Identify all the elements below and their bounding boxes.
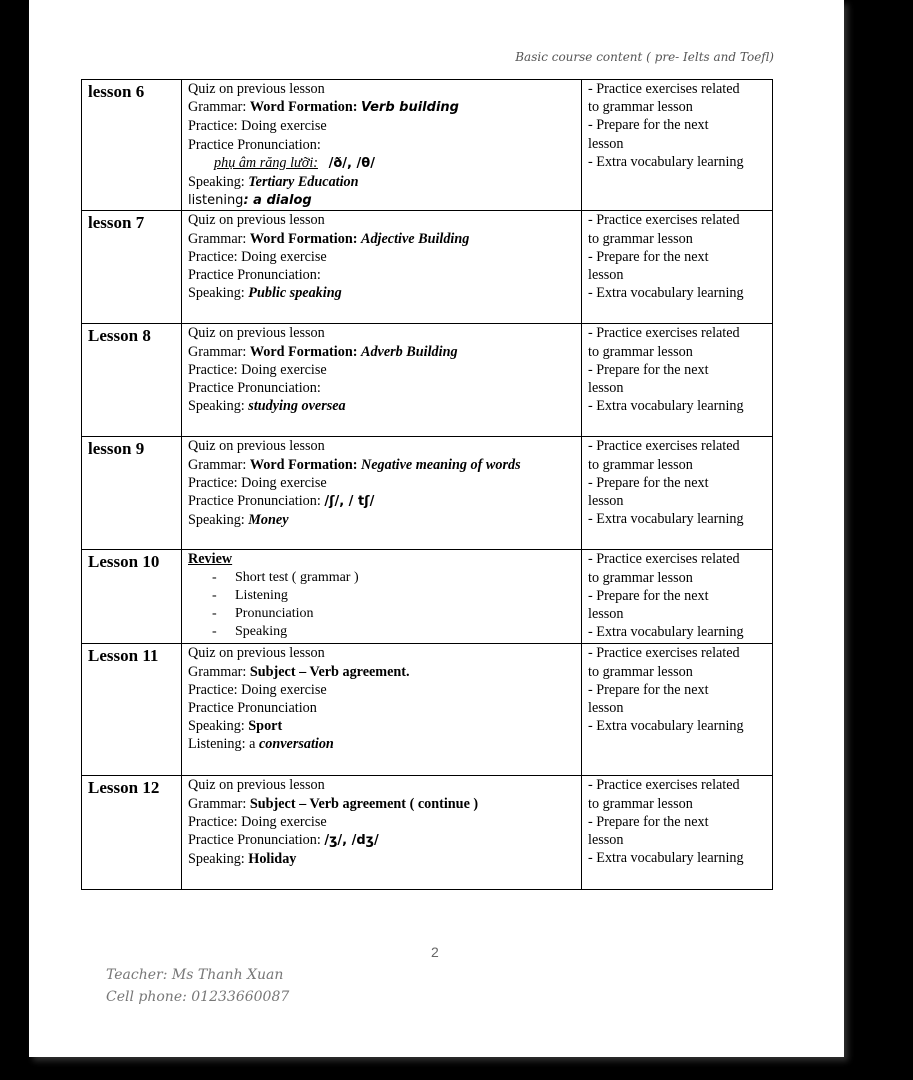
grammar-line: Grammar: Word Formation: Adjective Building bbox=[188, 230, 470, 247]
grammar-line: Grammar: Subject – Verb agreement ( continue ) bbox=[188, 795, 479, 812]
lesson-name: Lesson 11 bbox=[88, 646, 159, 666]
homework-line: lesson bbox=[588, 493, 624, 510]
practice-line: Practice: Doing exercise bbox=[188, 248, 327, 265]
practice-line: Practice: Doing exercise bbox=[188, 118, 327, 135]
lesson-name: lesson 7 bbox=[88, 213, 145, 233]
review-heading: Review bbox=[188, 551, 233, 568]
homework-line: to grammar lesson bbox=[588, 569, 693, 586]
homework-line: lesson bbox=[588, 700, 624, 717]
homework-cell bbox=[582, 644, 773, 776]
homework-cell bbox=[582, 550, 773, 644]
speaking-line: Speaking: studying oversea bbox=[188, 398, 346, 415]
homework-line: - Practice exercises related bbox=[588, 325, 740, 342]
list-item: - Short test ( grammar ) bbox=[212, 569, 359, 585]
homework-line: to grammar lesson bbox=[588, 99, 693, 116]
lesson-name-cell bbox=[82, 80, 182, 211]
table-row bbox=[82, 324, 773, 437]
footer-phone: Cell phone: 01233660087 bbox=[106, 989, 290, 1005]
homework-cell bbox=[582, 80, 773, 211]
homework-line: to grammar lesson bbox=[588, 230, 693, 247]
homework-line: lesson bbox=[588, 135, 624, 152]
lesson-content-cell bbox=[182, 776, 582, 890]
grammar-line: Grammar: Word Formation: Adverb Building bbox=[188, 343, 458, 360]
document-page bbox=[29, 0, 844, 1057]
quiz-line: Quiz on previous lesson bbox=[188, 212, 325, 229]
lesson-name-cell bbox=[82, 437, 182, 550]
homework-line: - Extra vocabulary learning bbox=[588, 398, 744, 415]
review-list bbox=[188, 569, 577, 641]
homework-line: - Prepare for the next bbox=[588, 361, 709, 378]
grammar-line: Grammar: Subject – Verb agreement. bbox=[188, 663, 410, 680]
homework-line: - Extra vocabulary learning bbox=[588, 850, 744, 867]
quiz-line: Quiz on previous lesson bbox=[188, 645, 325, 662]
pronunciation-line: Practice Pronunciation: bbox=[188, 380, 321, 397]
speaking-line: Speaking: Holiday bbox=[188, 851, 297, 868]
page-footer bbox=[106, 964, 289, 1008]
homework-cell bbox=[582, 776, 773, 890]
lesson-name: Lesson 8 bbox=[88, 326, 151, 346]
homework-line: - Practice exercises related bbox=[588, 777, 740, 794]
homework-line: - Practice exercises related bbox=[588, 551, 740, 568]
homework-line: - Practice exercises related bbox=[588, 212, 740, 229]
list-item: - Listening bbox=[212, 587, 288, 603]
homework-line: - Prepare for the next bbox=[588, 681, 709, 698]
page-header: Basic course content ( pre- Ielts and Toefl) bbox=[515, 50, 774, 64]
lesson-table bbox=[81, 79, 773, 890]
lesson-name-cell bbox=[82, 776, 182, 890]
homework-line: - Practice exercises related bbox=[588, 81, 740, 97]
homework-line: - Extra vocabulary learning bbox=[588, 624, 744, 641]
lesson-name: lesson 9 bbox=[88, 439, 145, 459]
homework-cell bbox=[582, 324, 773, 437]
table-row bbox=[82, 644, 773, 776]
quiz-line: Quiz on previous lesson bbox=[188, 777, 325, 794]
pronunciation-line: Practice Pronunciation bbox=[188, 700, 317, 717]
list-item: - Pronunciation bbox=[212, 605, 314, 621]
lesson-content-cell bbox=[182, 437, 582, 550]
homework-line: - Extra vocabulary learning bbox=[588, 718, 744, 735]
footer-teacher: Teacher: Ms Thanh Xuan bbox=[106, 967, 284, 983]
homework-line: - Extra vocabulary learning bbox=[588, 285, 744, 302]
homework-line: - Prepare for the next bbox=[588, 813, 709, 830]
lesson-content-cell bbox=[182, 644, 582, 776]
speaking-line: Speaking: Tertiary Education bbox=[188, 174, 359, 191]
lesson-name-cell bbox=[82, 211, 182, 324]
practice-line: Practice: Doing exercise bbox=[188, 681, 327, 698]
lesson-content-cell bbox=[182, 80, 582, 211]
homework-cell bbox=[582, 211, 773, 324]
grammar-line: Grammar: Word Formation: Verb building bbox=[188, 99, 459, 116]
lesson-name: Lesson 10 bbox=[88, 552, 160, 572]
listening-line: Listening: a conversation bbox=[188, 736, 334, 753]
lesson-name: Lesson 12 bbox=[88, 778, 160, 798]
table-row bbox=[82, 550, 773, 644]
pronunciation-line: Practice Pronunciation: /ʃ/, / tʃ/ bbox=[188, 493, 375, 510]
speaking-line: Speaking: Sport bbox=[188, 718, 283, 735]
table-row bbox=[82, 211, 773, 324]
homework-line: - Practice exercises related bbox=[588, 645, 740, 662]
pronunciation-line: Practice Pronunciation: /ʒ/, /dʒ/ bbox=[188, 832, 379, 849]
quiz-line: Quiz on previous lesson bbox=[188, 325, 325, 342]
homework-cell bbox=[582, 437, 773, 550]
table-row bbox=[82, 776, 773, 890]
homework-line: lesson bbox=[588, 606, 624, 623]
homework-line: - Extra vocabulary learning bbox=[588, 511, 744, 528]
lesson-content-cell bbox=[182, 550, 582, 644]
lesson-name-cell bbox=[82, 644, 182, 776]
practice-line: Practice: Doing exercise bbox=[188, 361, 327, 378]
homework-line: to grammar lesson bbox=[588, 795, 693, 812]
lesson-name-cell bbox=[82, 550, 182, 644]
lesson-name: lesson 6 bbox=[88, 82, 145, 101]
list-item: - Speaking bbox=[212, 623, 288, 639]
lesson-name-cell bbox=[82, 324, 182, 437]
quiz-line: Quiz on previous lesson bbox=[188, 81, 325, 97]
grammar-line: Grammar: Word Formation: Negative meaning of words bbox=[188, 456, 521, 473]
homework-line: to grammar lesson bbox=[588, 456, 693, 473]
homework-line: to grammar lesson bbox=[588, 663, 693, 680]
homework-line: - Extra vocabulary learning bbox=[588, 153, 744, 170]
homework-line: - Practice exercises related bbox=[588, 438, 740, 455]
table-row bbox=[82, 437, 773, 550]
page-number: 2 bbox=[431, 944, 439, 960]
speaking-line: Speaking: Public speaking bbox=[188, 285, 342, 302]
pronunciation-line: Practice Pronunciation: bbox=[188, 136, 321, 153]
lesson-content-cell bbox=[182, 324, 582, 437]
lesson-content-cell bbox=[182, 211, 582, 324]
quiz-line: Quiz on previous lesson bbox=[188, 438, 325, 455]
homework-line: - Prepare for the next bbox=[588, 587, 709, 604]
homework-line: lesson bbox=[588, 267, 624, 284]
practice-line: Practice: Doing exercise bbox=[188, 813, 327, 830]
homework-line: lesson bbox=[588, 832, 624, 849]
speaking-line: Speaking: Money bbox=[188, 512, 289, 529]
homework-line: lesson bbox=[588, 380, 624, 397]
listening-line: listening: a dialog bbox=[188, 193, 312, 209]
practice-line: Practice: Doing exercise bbox=[188, 474, 327, 491]
pronunciation-detail: phụ âm răng lưỡi: /ð/, /θ/ bbox=[214, 154, 375, 171]
homework-line: - Prepare for the next bbox=[588, 474, 709, 491]
homework-line: to grammar lesson bbox=[588, 343, 693, 360]
homework-line: - Prepare for the next bbox=[588, 117, 709, 134]
table-row bbox=[82, 80, 773, 211]
pronunciation-line: Practice Pronunciation: bbox=[188, 267, 321, 284]
homework-line: - Prepare for the next bbox=[588, 248, 709, 265]
